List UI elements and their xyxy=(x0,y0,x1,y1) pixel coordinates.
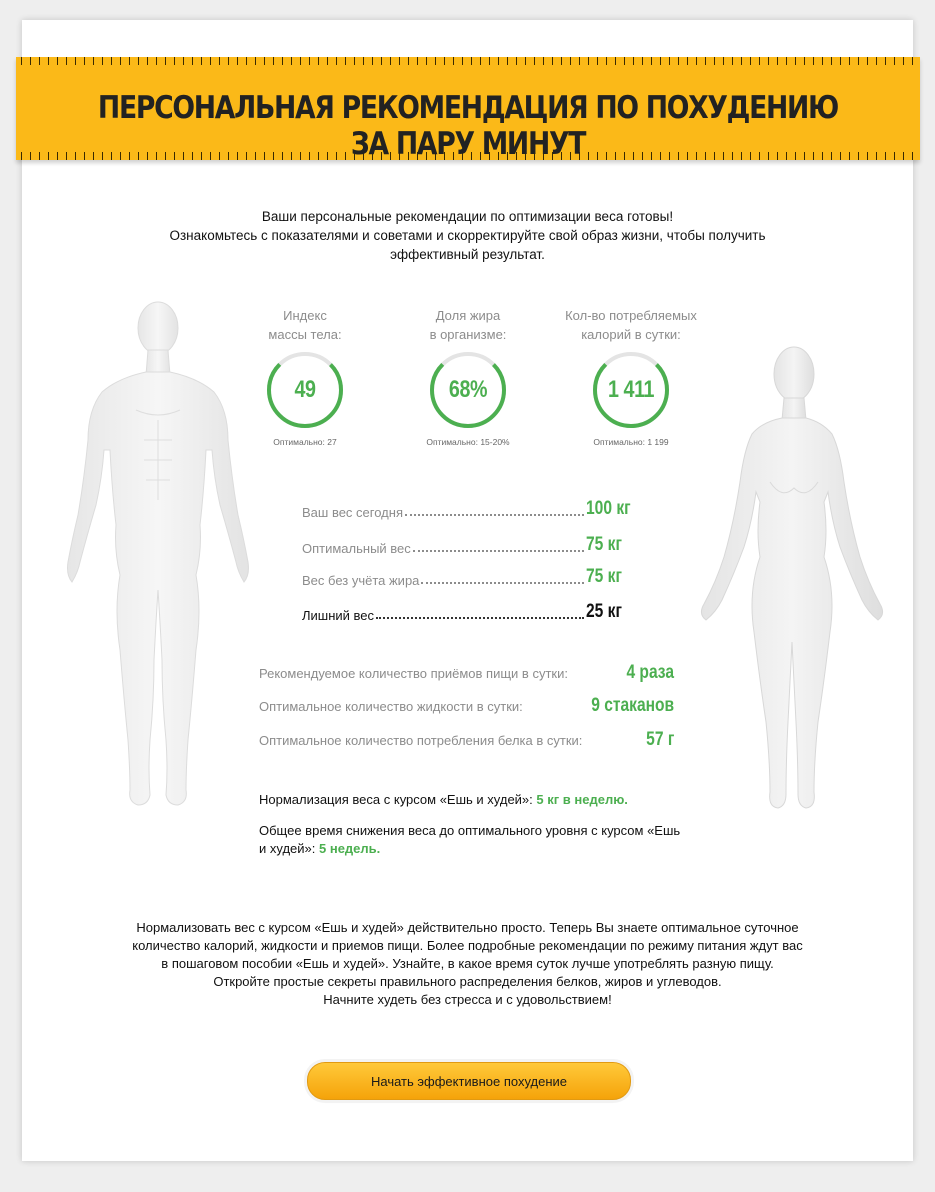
metric-value: 49 xyxy=(294,376,316,403)
weight-value: 100 кг xyxy=(586,498,631,519)
rec-water xyxy=(259,694,674,718)
rec-value: 9 стаканов xyxy=(591,695,674,716)
normalization-value: 5 кг в неделю. xyxy=(536,792,628,807)
rec-value: 4 раза xyxy=(626,662,674,683)
metric-calories xyxy=(551,306,711,447)
intro-line-2: Ознакомьтесь с показателями и советами и скорректируйте свой образ жизни, чтобы получить эффективный результат. xyxy=(169,228,766,262)
metric-label: Индекс массы тела: xyxy=(268,308,342,342)
rec-label: Оптимальное количество жидкости в сутки: xyxy=(259,698,523,714)
rec-label: Оптимальное количество потребления белка в сутки: xyxy=(259,732,583,748)
gauge-ring xyxy=(428,350,508,430)
gauge-ring xyxy=(265,350,345,430)
weight-label: Вес без учёта жира xyxy=(302,573,420,588)
weight-value: 75 кг xyxy=(586,566,622,587)
weight-row-current xyxy=(302,496,632,520)
metric-label: Доля жира в организме: xyxy=(429,308,507,342)
gauge-ring xyxy=(591,350,671,430)
weight-row-lean xyxy=(302,564,632,588)
outro-text: Нормализовать вес с курсом «Ешь и худей» действительно просто. Теперь Вы знаете оптимальное суточное количество калорий, жидкости и приемов пищи. Более подробные рекомендации по режиму питания ждут вас в пошаговом пособии «Ешь и худей». Узнайте, в какое время суток лучше употреблять разную пищу. Откройте простые секреты правильного распределения белков, жиров и углеводов. Начните худеть без стресса и с удовольствием! xyxy=(132,920,803,1007)
normalization-rate xyxy=(259,791,689,809)
metric-bmi xyxy=(225,306,385,447)
rec-value: 57 г xyxy=(645,729,674,750)
female-body-figure xyxy=(690,342,890,822)
intro-line-1: Ваши персональные рекомендации по оптимизации веса готовы! xyxy=(261,209,674,224)
normalization-total-value: 5 недель. xyxy=(319,841,381,856)
header-tape-measure xyxy=(16,57,920,160)
weight-value: 75 кг xyxy=(586,534,622,555)
weight-label: Ваш вес сегодня xyxy=(302,505,403,520)
weight-label: Оптимальный вес xyxy=(302,541,411,556)
metric-optimal: Оптимально: 27 xyxy=(273,437,337,447)
weight-row-excess xyxy=(302,599,632,623)
metric-label: Кол-во потребляемых калорий в сутки: xyxy=(565,308,697,342)
dotted-leader xyxy=(413,549,584,552)
rec-label: Рекомендуемое количество приёмов пищи в сутки: xyxy=(259,665,568,681)
normalization-text: Нормализация веса с курсом «Ешь и худей»: xyxy=(259,792,533,807)
metric-optimal: Оптимально: 1 199 xyxy=(593,437,669,447)
dotted-leader xyxy=(405,513,584,516)
start-weight-loss-button[interactable]: Начать эффективное похудение xyxy=(307,1062,631,1100)
weight-value: 25 кг xyxy=(586,601,622,622)
metric-body-fat xyxy=(388,306,548,447)
dotted-leader xyxy=(421,581,584,584)
metric-value: 68% xyxy=(448,376,488,403)
normalization-total-text: Общее время снижения веса до оптимального уровня с курсом «Ешь и худей»: xyxy=(259,823,681,856)
weight-label: Лишний вес xyxy=(302,608,375,623)
intro-text xyxy=(130,207,805,264)
dotted-leader xyxy=(376,616,584,619)
metric-value: 1 411 xyxy=(607,376,655,403)
rec-meals xyxy=(259,661,674,685)
normalization-total xyxy=(259,822,689,858)
weight-row-optimal xyxy=(302,532,632,556)
metric-optimal: Оптимально: 15-20% xyxy=(426,437,510,447)
rec-protein xyxy=(259,728,674,752)
page-title: ПЕРСОНАЛЬНАЯ РЕКОМЕНДАЦИЯ ПО ПОХУДЕНИЮ ЗА ПАРУ МИНУТ xyxy=(97,90,839,162)
